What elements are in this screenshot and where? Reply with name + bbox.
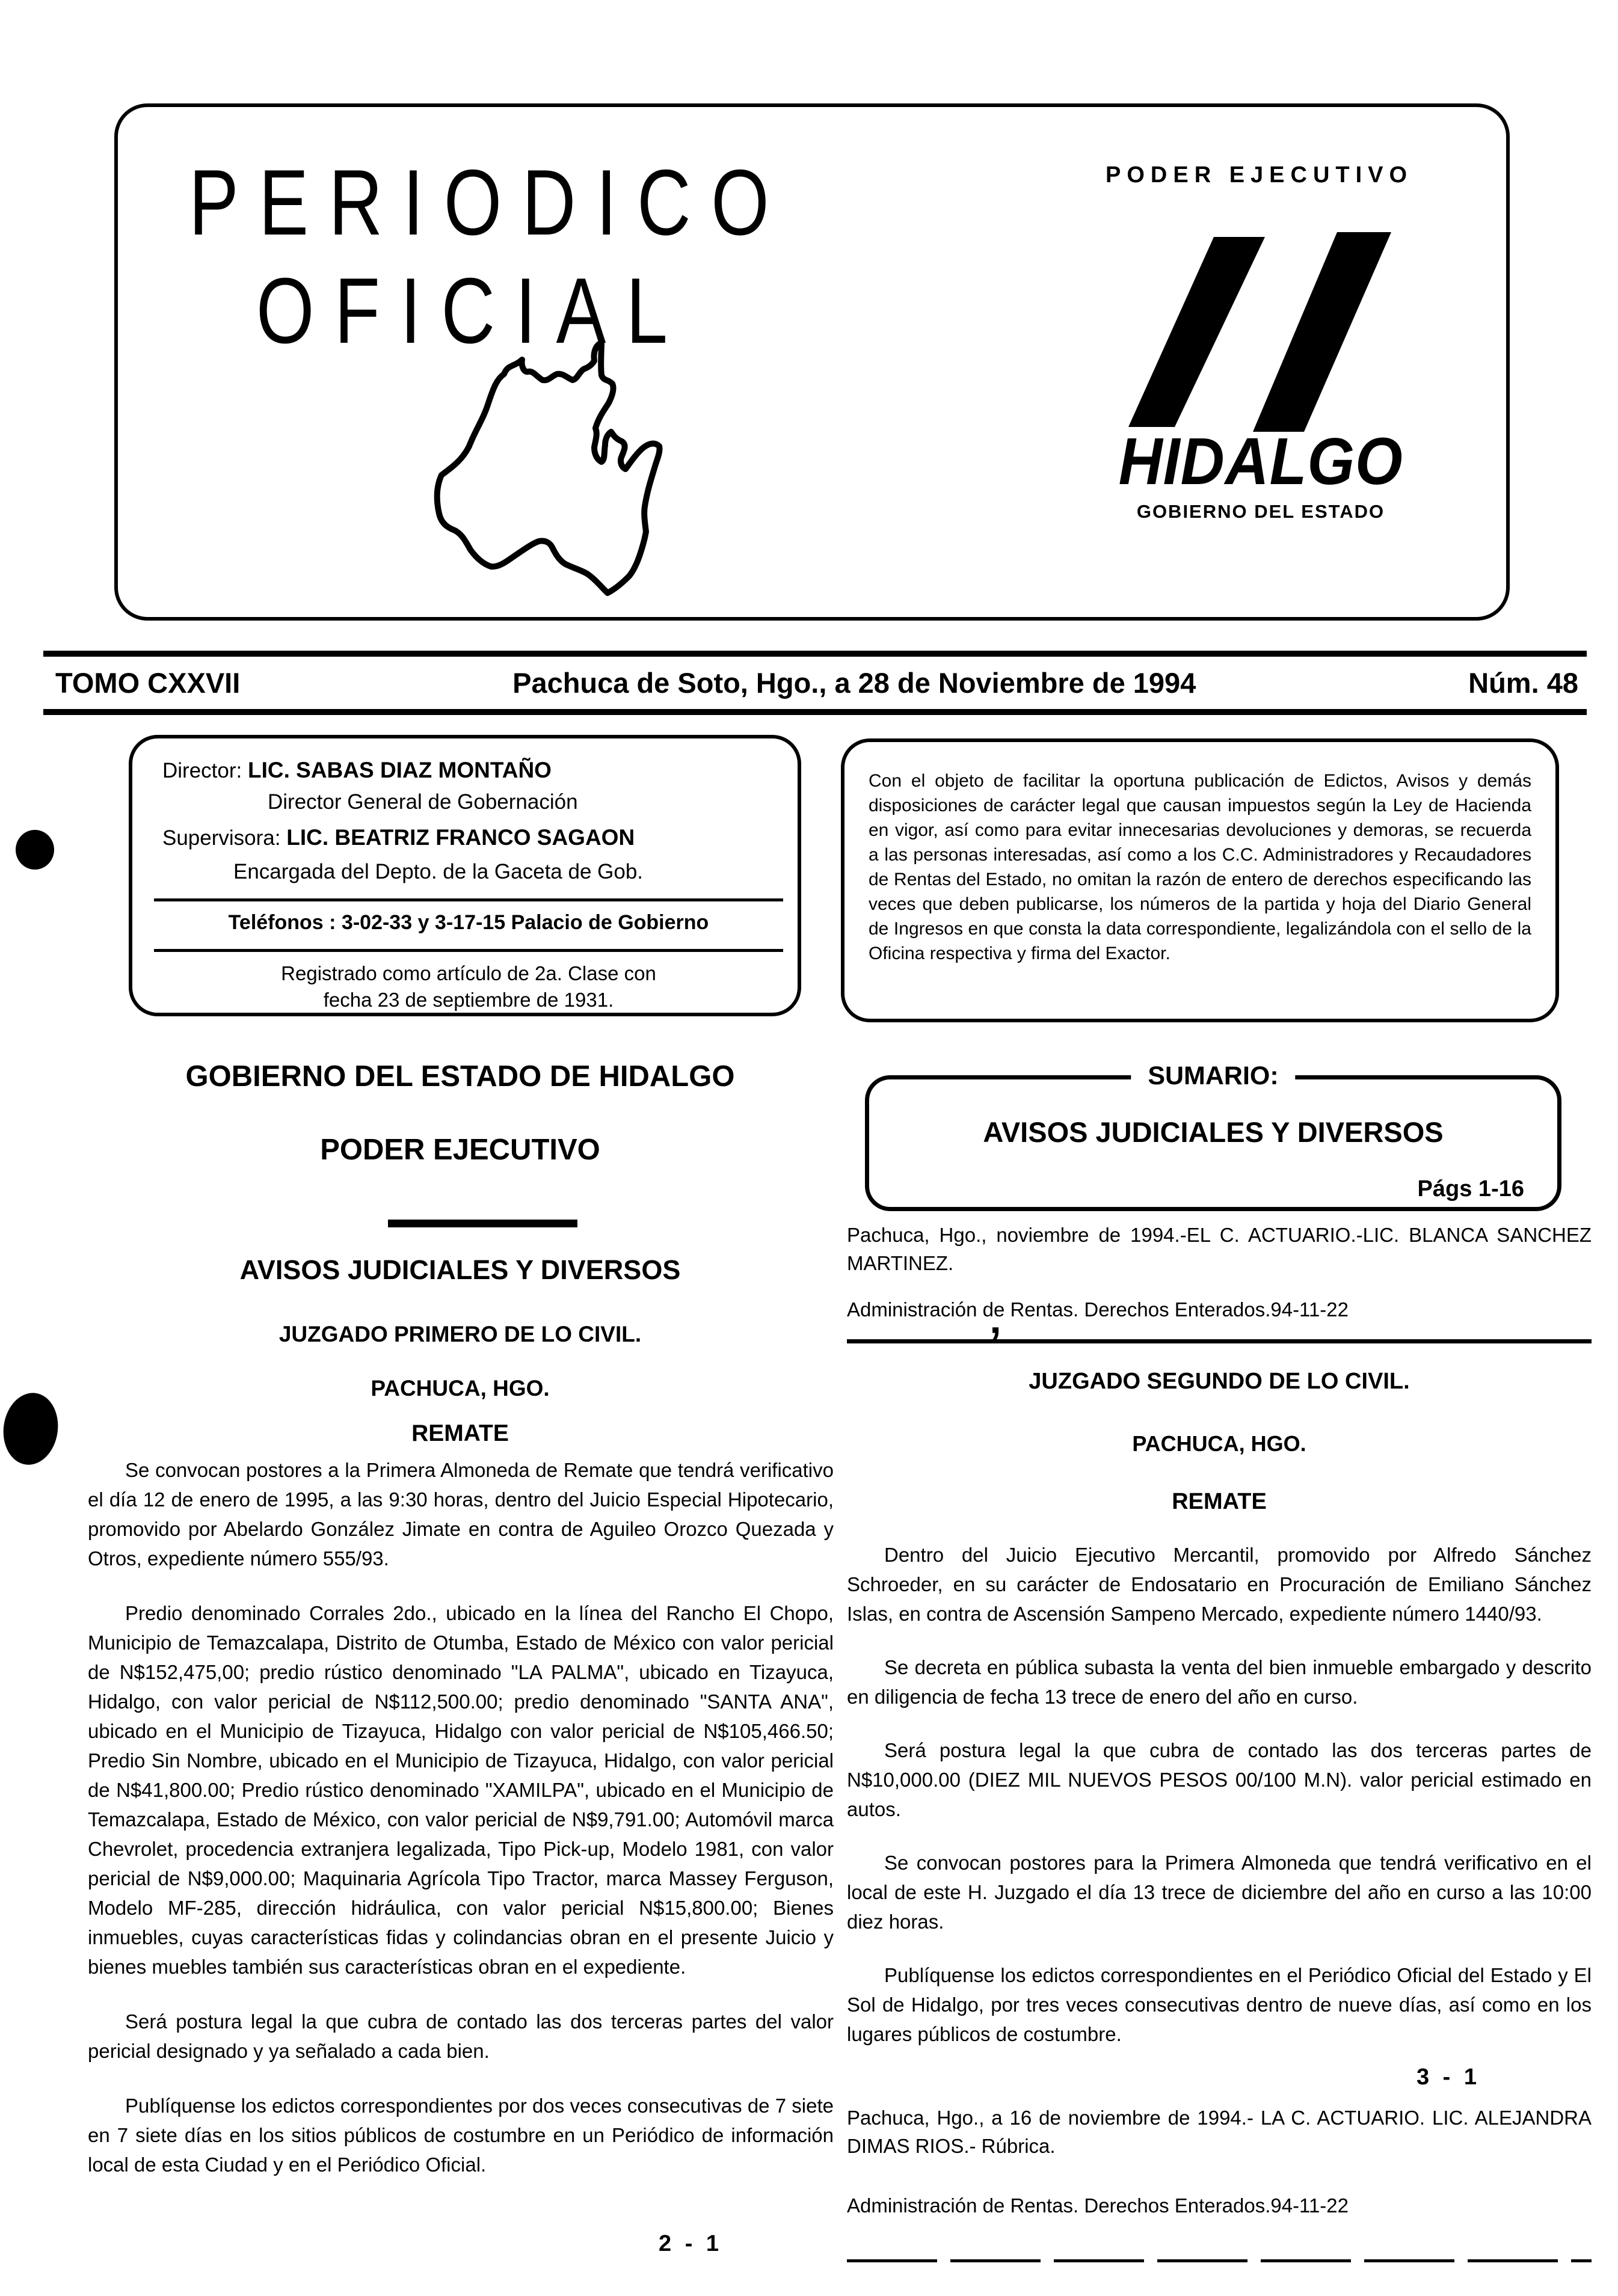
issue-number: Núm. 48 [1468, 667, 1578, 699]
supervisor-label: Supervisora: [162, 826, 281, 850]
supervisor-line [162, 825, 775, 850]
left-publication-marker: 2 - 1 [659, 2231, 723, 2256]
hidalgo-logo-wordmark: HIDALGO [1118, 425, 1403, 499]
scan-artifact [0, 1389, 63, 1468]
edict-paragraph: Se decreta en pública subasta la venta del bien inmueble embargado y descrito en diligencia de fecha 13 trece de enero del año en curso. [847, 1656, 1592, 1708]
director-box [129, 735, 801, 1016]
director-label: Director: [162, 759, 242, 782]
rentas-line: Administración de Rentas. Derechos Enterados.94-11-22 [847, 1298, 1349, 1321]
tax-notice-box: Con el objeto de facilitar la oportuna publicación de Edictos, Avisos y demás disposiciones de carácter legal que causan impuestos según la Ley de Hacienda en vigor, así como para evitar innecesarias devoluciones y demoras, se recuerda a las personas interesadas, así como a los C.C. Administradores y Recaudadores de Rentas del Estado, no omitan la razón de entero de derechos especificando las veces que deben publicarse, los números de la partida y hoja del Diario General de Ingresos en que consta la data correspondiente, legalizándola con el sello de la Oficina respectiva y firma del Exactor. [841, 738, 1559, 1022]
dashed-divider [847, 2259, 1592, 2262]
left-notice-type: REMATE [411, 1420, 509, 1446]
director-line [162, 758, 775, 783]
hidalgo-state-map [431, 340, 683, 605]
actuario-line: Pachuca, Hgo., a 16 de noviembre de 1994.- LA C. ACTUARIO. LIC. ALEJANDRA DIMAS RIOS.- Rúbrica. [847, 2107, 1592, 2157]
divider [847, 1339, 1592, 1343]
place-date: Pachuca de Soto, Hgo., a 28 de Noviembre de 1994 [512, 667, 1196, 699]
registration-note: Registrado como artículo de 2a. Clase con fecha 23 de septiembre de 1931. [281, 962, 656, 1011]
scan-artifact [16, 830, 54, 870]
edict-paragraph: Será postura legal la que cubra de contado las dos terceras partes de N$10,000.00 (DIEZ MIL NUEVOS PESOS 00/100 M.N). valor pericial estimado en autos. [847, 1739, 1592, 1820]
left-section-title: AVISOS JUDICIALES Y DIVERSOS [239, 1254, 681, 1285]
edict-paragraph: Predio denominado Corrales 2do., ubicado en la línea del Rancho El Chopo, Municipio de Temazcalapa, Distrito de Otumba, Estado de México con valor pericial de N$152,475,00; predio rústico denominado "LA PALMA", ubicado en Tizayuca, Hidalgo, con valor pericial de N$112,500.00; predio denominado "SANTA ANA", ubicado en el Municipio de Tizayuca, Hidalgo con valor pericial de N$105,466.50; Predio Sin Nombre, ubicado en el Municipio de Tizayuca, Hidalgo, con valor pericial de N$41,800.00; Predio rústico denominado "XAMILPA", ubicado en el Municipio de Temazcalapa, Estado de México, con valor pericial de N$9,791.00; Automóvil marca Chevrolet, procedencia extranjera legalizada, Tipo Pick-up, Modelo 1981, con valor pericial de N$9,000.00; Maquinaria Agrícola Tipo Tractor, marca Massey Ferguson, Modelo MF-285, dirección hidráulica, con valor pericial N$15,800.00; Bienes inmuebles, cuyas características fidas y colindancias obran en el presente Juicio y bienes muebles también sus características obran en el expediente. [88, 1602, 834, 1978]
rentas-line: Administración de Rentas. Derechos Enterados.94-11-22 [847, 2194, 1349, 2217]
edict-paragraph: Se convocan postores para la Primera Almoneda que tendrá verificativo en el local de este H. Juzgado el día 13 trece de diciembre del año en curso a las 10:00 diez horas. [847, 1852, 1592, 1933]
edict-paragraph: Se convocan postores a la Primera Almoneda de Remate que tendrá verificativo el día 12 de enero de 1995, a las 9:30 horas, dentro del Juicio Especial Hipotecario, promovido por Abelardo González Jimate en contra de Aguileo Orozco Quezada y Otros, expediente número 555/93. [88, 1459, 834, 1570]
edict-paragraph: Publíquense los edictos correspondientes en el Periódico Oficial del Estado y El Sol de Hidalgo, por tres veces consecutivas dentro de nueve días, así como en los lugares públicos de costumbre. [847, 1964, 1592, 2045]
gazette-title-line2: OFICIAL [256, 259, 688, 363]
hidalgo-logo-caption: GOBIERNO DEL ESTADO [1136, 501, 1385, 522]
left-heading-gobierno: GOBIERNO DEL ESTADO DE HIDALGO [185, 1060, 735, 1093]
left-city-heading: PACHUCA, HGO. [371, 1376, 550, 1401]
gazette-title-line1: PERIODICO [189, 150, 790, 254]
masthead-box [114, 103, 1510, 621]
edict-paragraph: Publíquense los edictos correspondientes por dos veces consecutivas de 7 siete en 7 siete días en los sitios públicos de costumbre en un Periódico de información local de esta Ciudad y en el Periódico Oficial. [88, 2095, 834, 2176]
sumario-label: SUMARIO: [1131, 1061, 1295, 1091]
actuario-line: Pachuca, Hgo., noviembre de 1994.-EL C. ACTUARIO.-LIC. BLANCA SANCHEZ MARTINEZ. [847, 1224, 1592, 1274]
sumario-box [865, 1061, 1561, 1211]
director-name: LIC. SABAS DIAZ MONTAÑO [247, 758, 552, 782]
sumario-pages: Págs 1-16 [1417, 1176, 1524, 1202]
divider [388, 1220, 577, 1227]
left-heading-poder: PODER EJECUTIVO [320, 1134, 600, 1166]
right-court-heading: JUZGADO SEGUNDO DE LO CIVIL. [1029, 1369, 1410, 1394]
left-column-body [88, 1455, 834, 2179]
sumario-content: AVISOS JUDICIALES Y DIVERSOS [983, 1116, 1444, 1148]
phones-line: Teléfonos : 3-02-33 y 3-17-15 Palacio de Gobierno [228, 911, 709, 934]
left-court-heading: JUZGADO PRIMERO DE LO CIVIL. [278, 1322, 642, 1346]
right-column [847, 1221, 1592, 2262]
hidalgo-logo [1047, 232, 1474, 523]
supervisor-title: Encargada del Depto. de la Gaceta de Gob. [233, 860, 644, 883]
director-title: Director General de Gobernación [268, 790, 578, 814]
edict-paragraph: Será postura legal la que cubra de contado las dos terceras partes del valor pericial designado y ya señalado a cada bien. [88, 2010, 834, 2062]
dateline-bar [43, 651, 1587, 715]
divider [154, 898, 783, 901]
poder-ejecutivo-label: PODER EJECUTIVO [1106, 162, 1413, 188]
divider [154, 949, 783, 952]
right-city-heading: PACHUCA, HGO. [1132, 1431, 1306, 1456]
right-notice-type: REMATE [1172, 1489, 1267, 1514]
hidalgo-logo-slashes-icon [1119, 232, 1402, 432]
supervisor-name: LIC. BEATRIZ FRANCO SAGAON [286, 825, 635, 850]
edict-paragraph: Dentro del Juicio Ejecutivo Mercantil, promovido por Alfredo Sánchez Schroeder, en su carácter de Endosatario en Procuración de Emiliano Sánchez Islas, en contra de Ascensión Sampeno Mercado, expediente número 1440/93. [847, 1544, 1592, 1625]
right-publication-marker: 3 - 1 [1416, 2064, 1480, 2090]
right-column-body [847, 1540, 1592, 2049]
tomo-label: TOMO CXXVII [55, 667, 241, 699]
